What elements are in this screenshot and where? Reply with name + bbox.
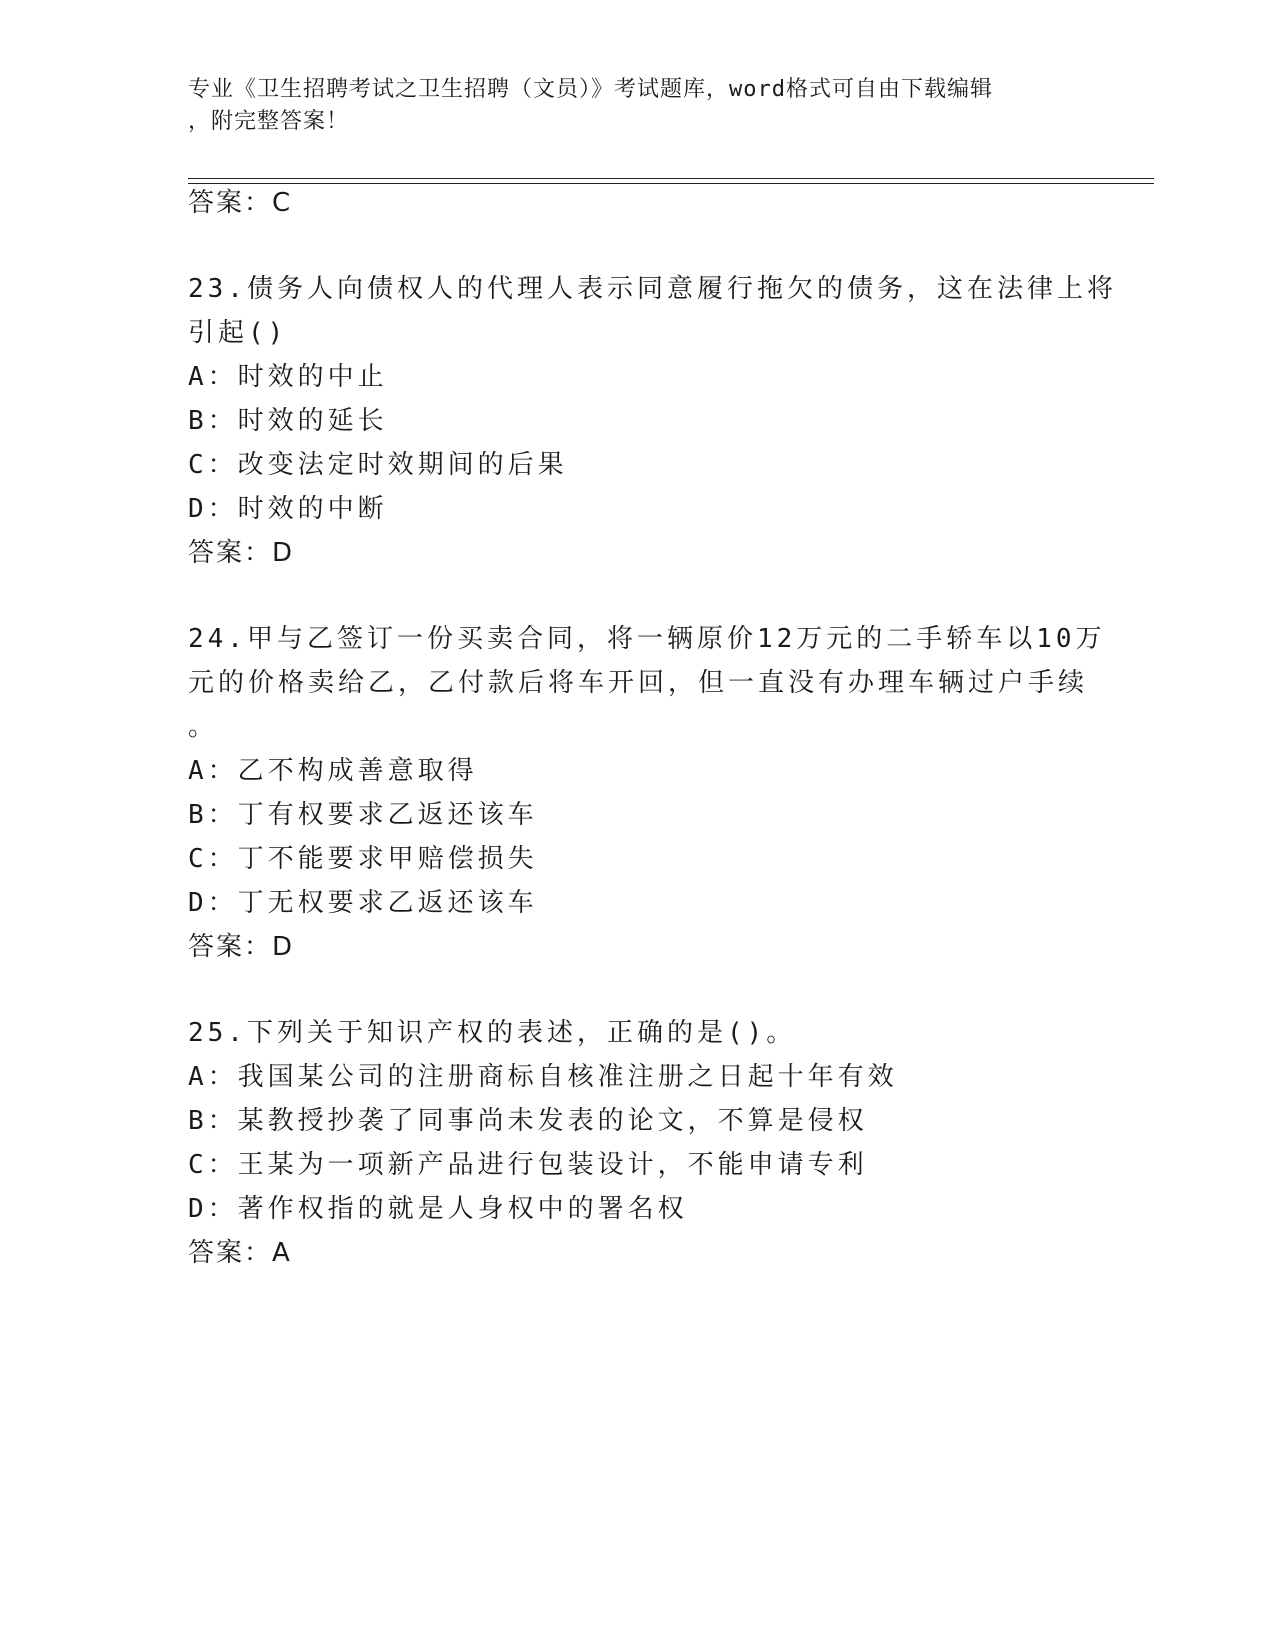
header-divider-bottom: [188, 183, 1154, 184]
header-divider-top: [188, 178, 1154, 179]
option-c: C：改变法定时效期间的后果: [188, 450, 568, 480]
question-stem-line: 引起(): [188, 318, 288, 348]
question-stem-line: 23.债务人向债权人的代理人表示同意履行拖欠的债务，这在法律上将: [188, 274, 1117, 304]
answer: 答案：D: [188, 538, 295, 568]
option-a: A：乙不构成善意取得: [188, 756, 478, 786]
question-stem-line: 25.下列关于知识产权的表述，正确的是()。: [188, 1018, 797, 1048]
answer: 答案：D: [188, 932, 295, 962]
question-stem-line: 元的价格卖给乙，乙付款后将车开回，但一直没有办理车辆过户手续: [188, 668, 1089, 698]
option-d: D：著作权指的就是人身权中的署名权: [188, 1194, 688, 1224]
option-c: C：丁不能要求甲赔偿损失: [188, 844, 538, 874]
option-a: A：我国某公司的注册商标自核准注册之日起十年有效: [188, 1062, 898, 1092]
option-c: C：王某为一项新产品进行包装设计，不能申请专利: [188, 1150, 868, 1180]
option-b: B：时效的延长: [188, 406, 388, 436]
header-line-1: 专业《卫生招聘考试之卫生招聘（文员）》考试题库，word格式可自由下载编辑: [188, 77, 993, 102]
answer: 答案：A: [188, 1238, 292, 1268]
header-line-2: ，附完整答案！: [188, 109, 350, 134]
option-a: A：时效的中止: [188, 362, 388, 392]
option-b: B：丁有权要求乙返还该车: [188, 800, 538, 830]
option-b: B：某教授抄袭了同事尚未发表的论文，不算是侵权: [188, 1106, 868, 1136]
question-stem-line: 。: [188, 712, 219, 742]
option-d: D：丁无权要求乙返还该车: [188, 888, 538, 918]
previous-answer: 答案：C: [188, 188, 293, 218]
option-d: D：时效的中断: [188, 494, 388, 524]
document-header: [188, 74, 1068, 138]
question-stem-line: 24.甲与乙签订一份买卖合同，将一辆原价12万元的二手轿车以10万: [188, 624, 1106, 654]
